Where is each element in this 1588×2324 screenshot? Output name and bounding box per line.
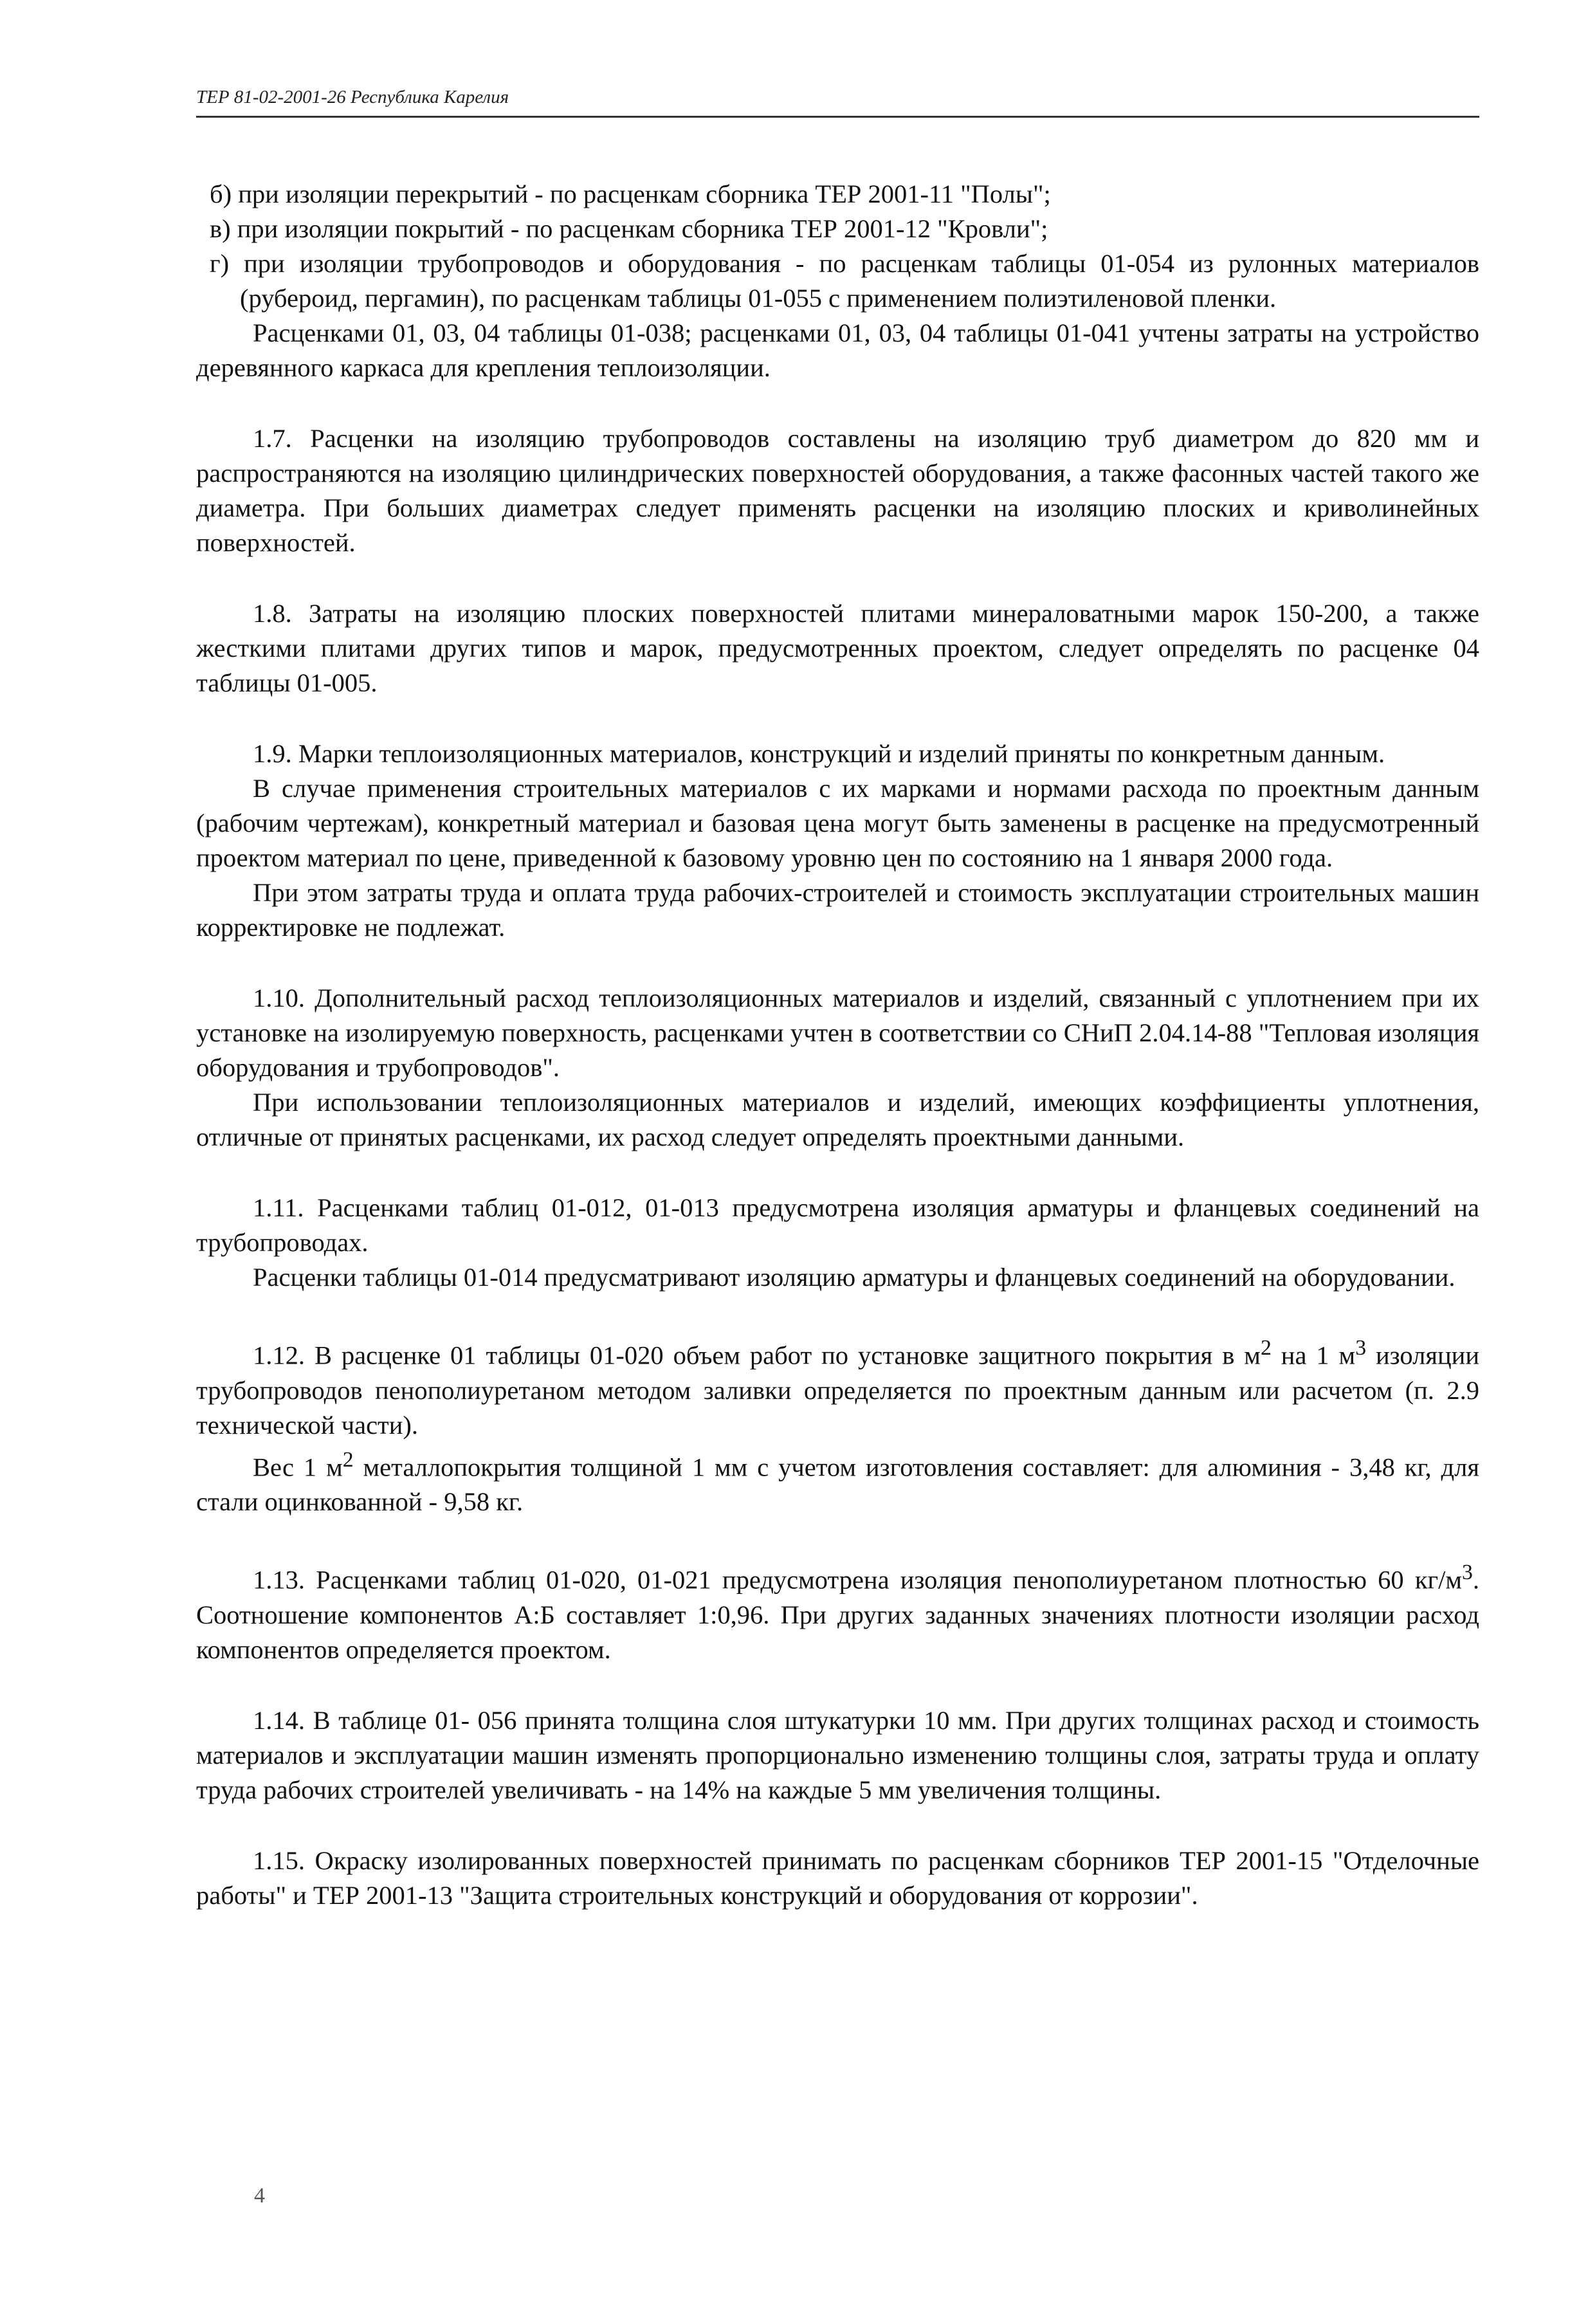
section-1-11: 1.11. Расценками таблиц 01-012, 01-013 предусмотрена изоляция арматуры и фланцевых соединений на трубопроводах. [196,1193,1479,1257]
list-item: б) при изоляции перекрытий - по расценкам сборника ТЕР 2001-11 "Полы"; [210,179,1051,208]
paragraph: В случае применения строительных материалов с их марками и нормами расхода по проектным данным (рабочим чертежам), конкретный материал и базовая цена могут быть заменены в расценке на предусмотренный проектом материал по цене, приведенной к базовому уровню цен по состоянию на 1 января 2000 года. [196,774,1479,872]
paragraph: Расценки таблицы 01-014 предусматривают изоляцию арматуры и фланцевых соединений на оборудовании. [253,1263,1456,1292]
document-body [196,177,1479,1913]
section-1-15: 1.15. Окраску изолированных поверхностей принимать по расценкам сборников ТЕР 2001-15 "Отделочные работы" и ТЕР 2001-13 "Защита строительных конструкций и оборудования от коррозии". [196,1845,1479,1910]
section-1-14: 1.14. В таблице 01- 056 принята толщина слоя штукатурки 10 мм. При других толщинах расход и стоимость материалов и эксплуатации машин изменять пропорционально изменению толщины слоя, затраты труда и оплату труда рабочих строителей увеличивать - на 14% на каждые 5 мм увеличения толщины. [196,1705,1479,1804]
text-run: Вес 1 м [253,1452,343,1481]
section-1-12 [196,1331,1479,1443]
superscript: 2 [1260,1336,1272,1360]
text-run: . Соотношение компонентов А:Б составляет 1:0,96. При других заданных значениях плотности изоляции расход компонентов определяется проектом. [196,1565,1479,1664]
section-1-10: 1.10. Дополнительный расход теплоизоляционных материалов и изделий, связанный с уплотнением при их установке на изолируемую поверхность, расценками учтен в соответствии со СНиП 2.04.14-88 "Тепловая изоляция оборудования и трубопроводов". [196,984,1479,1082]
section-1-8: 1.8. Затраты на изоляцию плоских поверхностей плитами минераловатными марок 150-200, а также жесткими плитами других типов и марок, предусмотренных проектом, следует определять по расценке 04 таблицы 01-005. [196,599,1479,697]
superscript: 3 [1355,1336,1367,1360]
list-item: г) при изоляции трубопроводов и оборудования - по расценкам таблицы 01-054 из рулонных материалов (рубероид, пергамин), по расценкам таблицы 01-055 с применением полиэтиленовой пленки. [210,249,1479,313]
text-run: изоляции трубопроводов пенополиуретаном методом заливки определяется по проектным данным или расчетом (п. 2.9 технической части). [196,1340,1480,1440]
paragraph: При этом затраты труда и оплата труда рабочих-строителей и стоимость эксплуатации строительных машин корректировке не подлежат. [196,878,1479,942]
text-run: металлопокрытия толщиной 1 мм с учетом изготовления составляет: для алюминия - 3,48 кг, для стали оцинкованной - 9,58 кг. [196,1452,1480,1516]
text-run: на 1 м [1271,1340,1356,1370]
text-run: 1.13. Расценками таблиц 01-020, 01-021 предусмотрена изоляция пенополиуретаном плотностью 60 кг/м [253,1565,1462,1595]
paragraph: При использовании теплоизоляционных материалов и изделий, имеющих коэффициенты уплотнения, отличные от принятых расценками, их расход следует определять проектными данными. [196,1088,1479,1151]
running-header: ТЕР 81-02-2001-26 Республика Карелия [196,87,1479,118]
page-number: 4 [254,2184,265,2208]
section-1-9: 1.9. Марки теплоизоляционных материалов, конструкций и изделий приняты по конкретным данным. [253,739,1385,768]
paragraph [196,1443,1479,1520]
section-1-13 [196,1555,1479,1667]
insulation-list [196,177,1479,316]
superscript: 2 [342,1447,354,1472]
text-run: 1.12. В расценке 01 таблицы 01-020 объем работ по установке защитного покрытия в м [253,1340,1261,1370]
paragraph: Расценками 01, 03, 04 таблицы 01-038; расценками 01, 03, 04 таблицы 01-041 учтены затраты на устройство деревянного каркаса для крепления теплоизоляции. [196,318,1479,382]
superscript: 3 [1462,1560,1473,1584]
section-1-7: 1.7. Расценки на изоляцию трубопроводов составлены на изоляцию труб диаметром до 820 мм и распространяются на изоляцию цилиндрических поверхностей оборудования, а также фасонных частей такого же диаметра. При больших диаметрах следует применять расценки на изоляцию плоских и криволинейных поверхностей. [196,424,1479,557]
list-item: в) при изоляции покрытий - по расценкам сборника ТЕР 2001-12 "Кровли"; [210,214,1048,243]
